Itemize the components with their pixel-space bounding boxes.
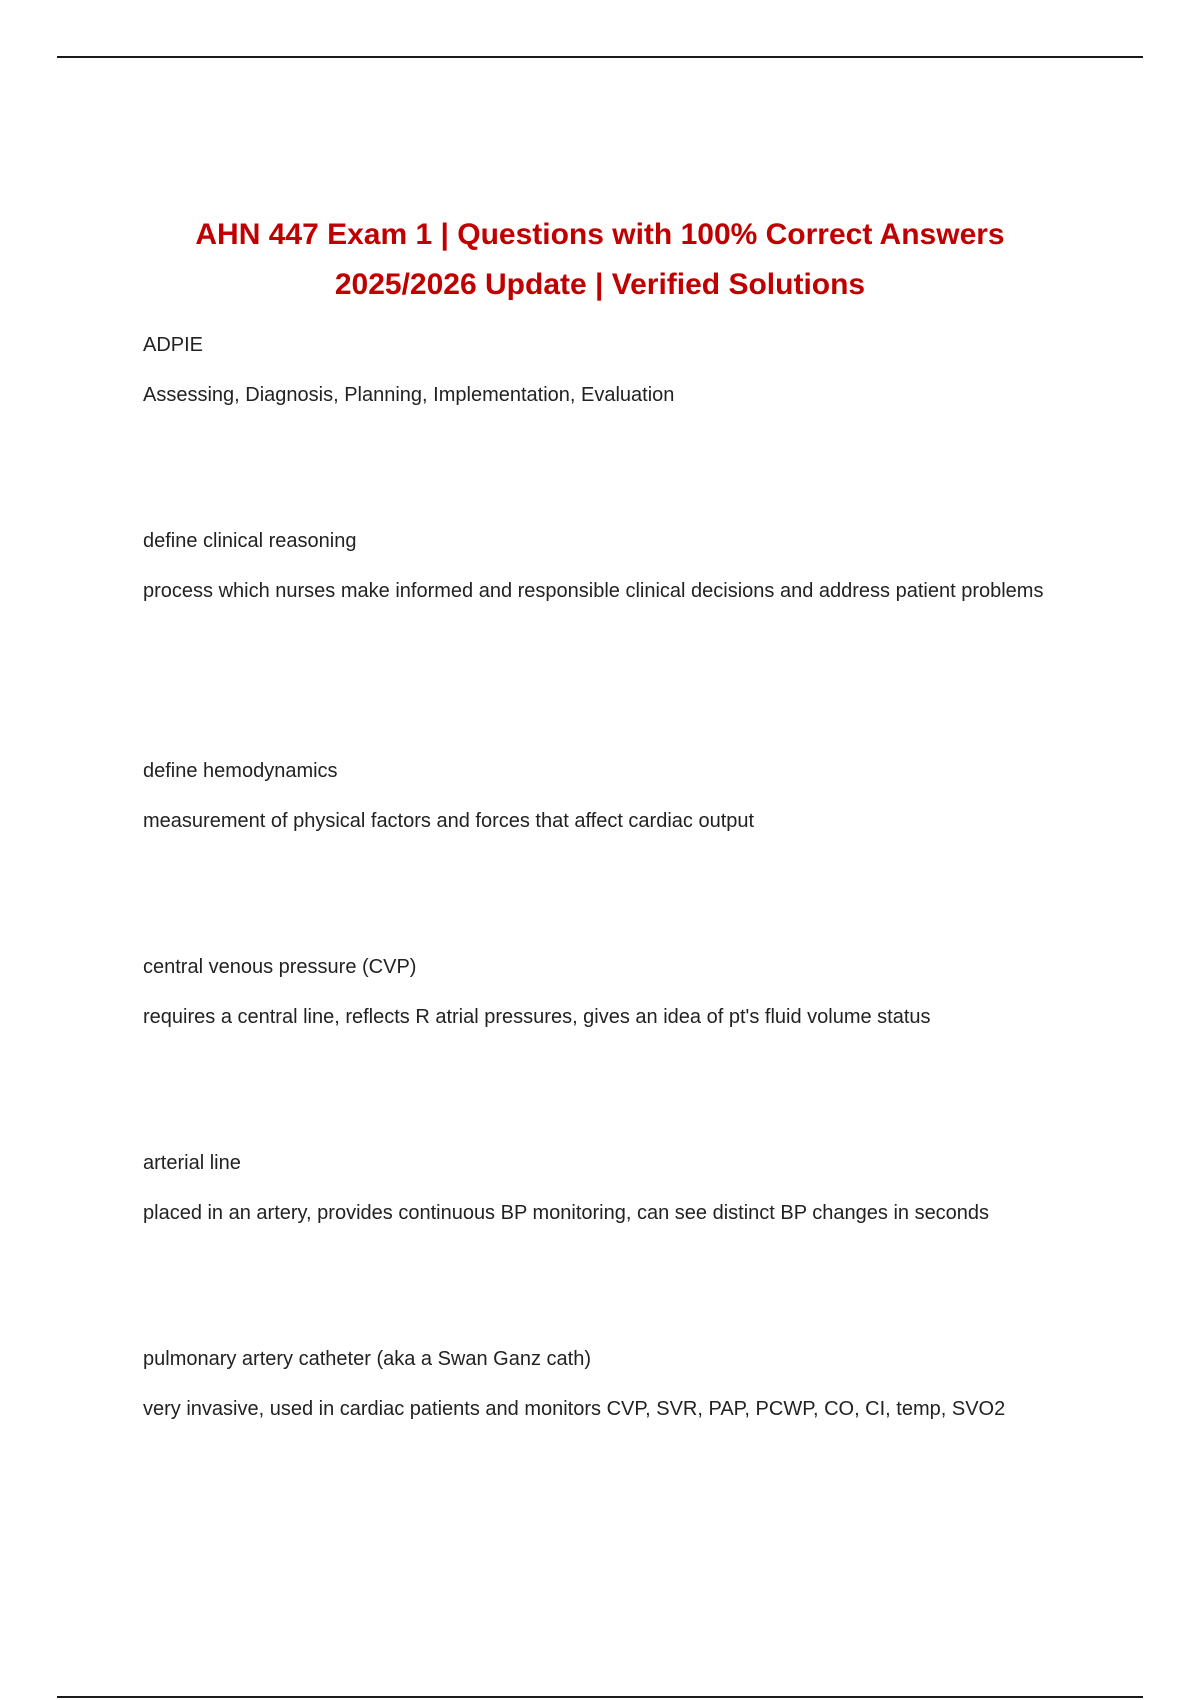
question-term: arterial line <box>143 1152 241 1174</box>
question-term: pulmonary artery catheter (aka a Swan Ganz cath) <box>143 1348 591 1370</box>
document-title-line-1: AHN 447 Exam 1 | Questions with 100% Correct Answers <box>195 218 1005 251</box>
question-term: define clinical reasoning <box>143 530 357 552</box>
answer-definition: placed in an artery, provides continuous BP monitoring, can see distinct BP changes in seconds <box>143 1202 990 1224</box>
question-term: central venous pressure (CVP) <box>143 956 417 978</box>
answer-definition: very invasive, used in cardiac patients and monitors CVP, SVR, PAP, PCWP, CO, CI, temp, SVO2 <box>143 1398 1006 1420</box>
qa-item <box>143 329 1073 412</box>
qa-item <box>143 755 1073 838</box>
answer-definition: measurement of physical factors and forces that affect cardiac output <box>143 810 755 832</box>
qa-item <box>143 1147 1073 1230</box>
answer-definition: requires a central line, reflects R atrial pressures, gives an idea of pt's fluid volume status <box>143 1006 931 1028</box>
document-title <box>100 210 1100 310</box>
qa-item <box>143 951 1073 1034</box>
bottom-rule <box>57 1696 1143 1698</box>
document-title-line-2: 2025/2026 Update | Verified Solutions <box>334 268 866 301</box>
qa-item <box>143 1343 1073 1426</box>
question-term: ADPIE <box>143 334 204 356</box>
answer-definition: Assessing, Diagnosis, Planning, Implementation, Evaluation <box>143 384 675 406</box>
question-term: define hemodynamics <box>143 760 338 782</box>
top-rule <box>57 56 1143 58</box>
answer-definition: process which nurses make informed and responsible clinical decisions and address patient problems <box>143 580 1044 602</box>
qa-item <box>143 525 1073 608</box>
